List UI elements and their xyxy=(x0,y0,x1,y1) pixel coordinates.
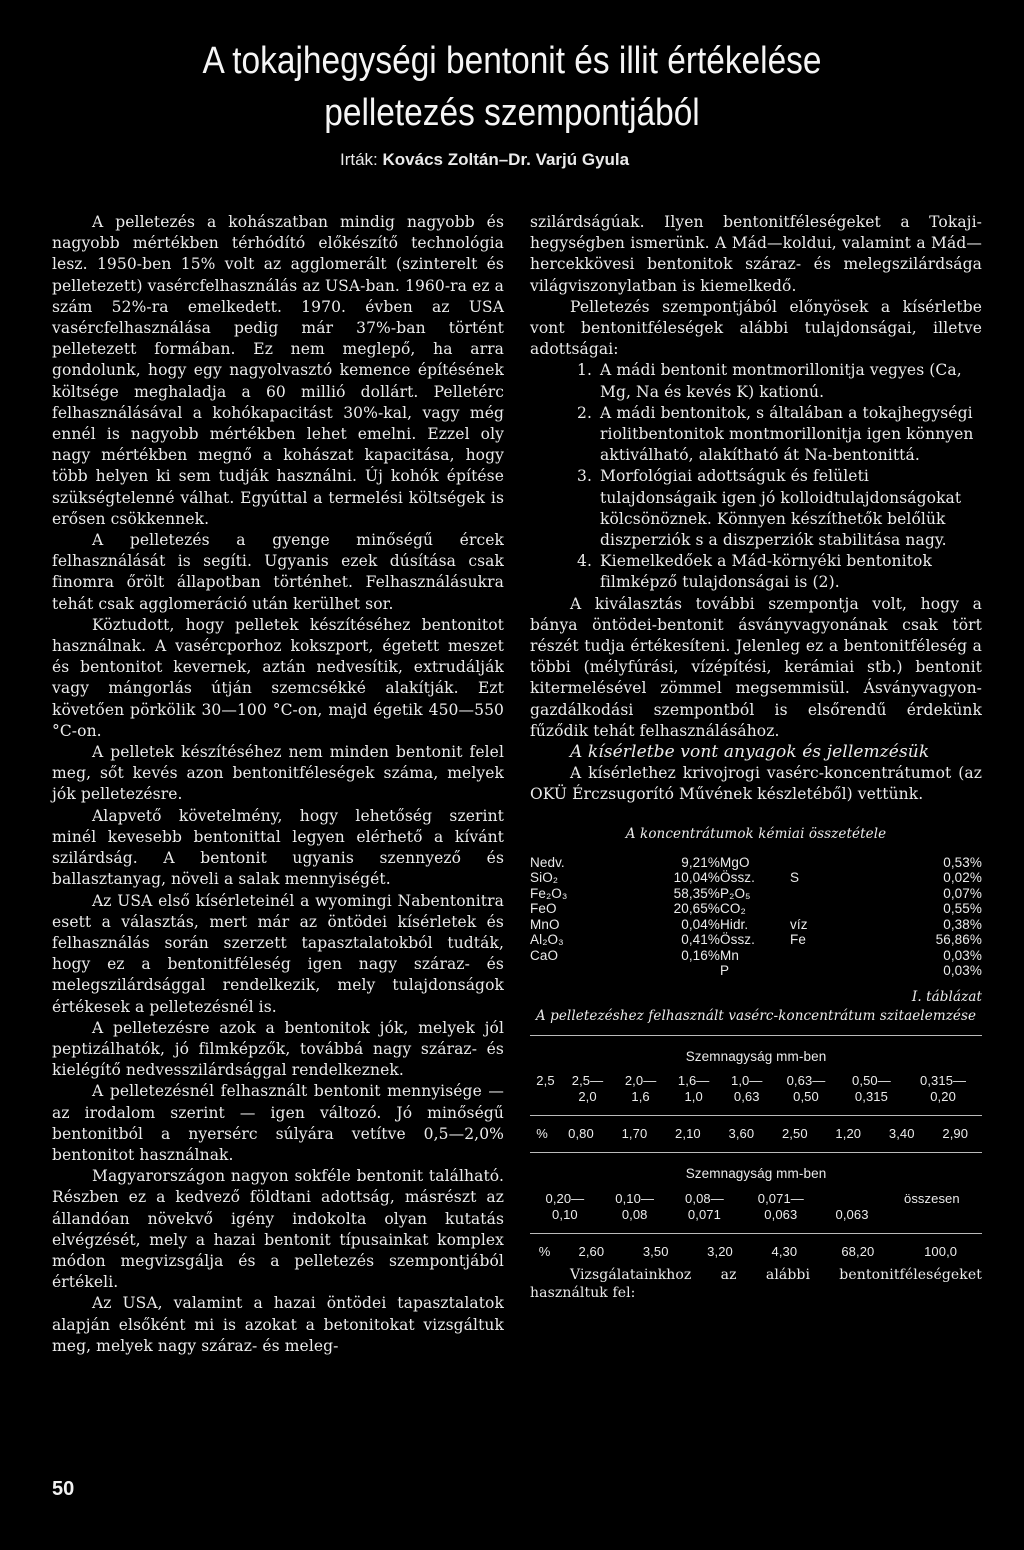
property-list xyxy=(530,360,982,593)
list-number: 1. xyxy=(577,361,592,380)
list-text: Morfológiai adottságuk és felületi tulajdonságaik igen jó kolloidtulajdonságokat kölcsönöznek. Könnyen készíthetők belőlük diszperziók s a diszperziók stabilitása nagy. xyxy=(600,467,962,550)
sieve-cell: 0,315— xyxy=(920,1073,967,1089)
sieve-label-cell: % xyxy=(538,1243,551,1259)
chem-row xyxy=(530,963,982,979)
sieve-cell: 2,0— xyxy=(624,1073,657,1089)
sieve-cell: 0,08 xyxy=(621,1206,648,1222)
chem-cell: 0,38% xyxy=(943,916,982,932)
right-paragraph: A kiválasztás további szempontja volt, hogy a bánya öntödei-bentonit ásványvagyonának csak tört részét tudja értékesíteni. Jelenleg ez a bentonitféleség a többi (mélyfúrási, vízépítési, kerámiai stb.) bentonit kitermelésével zömmel megsemmisül. Ásványvagyon-gazdálkodási szempontból is elsőrendű érdekünk fűződik tehát felhasználásához. xyxy=(530,594,982,740)
chem-cell: 0,04% xyxy=(681,916,720,932)
sieve-cell: 0,08— xyxy=(685,1190,724,1206)
chem-cell: Al₂O₃ xyxy=(530,932,564,948)
sieve-cell xyxy=(530,1089,561,1105)
chem-cell: Hidr. xyxy=(720,916,749,932)
chem-cell: 58,35% xyxy=(673,885,720,901)
sieve-cell: 0,50— xyxy=(852,1073,891,1089)
sieve-cell: 0,63 xyxy=(733,1089,760,1105)
sieve-header-1: Szemnagyság mm-ben xyxy=(685,1049,827,1065)
list-number: 2. xyxy=(577,403,592,422)
sieve-cell: 0,063 xyxy=(835,1206,869,1222)
divider xyxy=(530,1115,982,1116)
divider xyxy=(530,1233,982,1234)
right-intro: szilárdságúak. Ilyen bentonitféleségeket a Tokaji-hegységben ismerünk. A Mád—koldui, valamint a Mád—hercekkövesi bentonitok száraz- és melegszilárdsága világviszonylatban is kiemelkedő. xyxy=(530,213,982,295)
chem-cell: CO₂ xyxy=(720,901,746,917)
chem-cell: 0,03% xyxy=(943,963,982,979)
final-paragraph: Vizsgálatainkhoz az alábbi bentonitféleségeket használtuk fel: xyxy=(530,1266,982,1301)
sieve-cell: 3,20 xyxy=(707,1243,733,1259)
left-paragraph: Alapvető követelmény, hogy lehetőség szerint minél kevesebb bentonittal legyen elérhető a kívánt szilárdság. A bentonit ugyanis szennyező és ballasztanyag, növeli a salak mennyiségét. xyxy=(52,806,504,889)
chem-cell: S xyxy=(790,870,800,886)
chem-cell: FeO xyxy=(530,901,557,917)
sieve-cell: 1,20 xyxy=(835,1126,862,1142)
chem-row xyxy=(530,901,982,917)
sieve-cell: 1,6 xyxy=(631,1089,650,1105)
chem-cell xyxy=(790,963,850,979)
left-paragraph: Magyarországon nagyon sokféle bentonit található. Részben ez a kedvező földtani adottság, másrészt az állandóan növekvő igény indokolta olyan kutatás elvégzését, mely a hazai bentonit típusainkat komplex módon megvizsgálja és a pelletezés szempontjából értékeli. xyxy=(52,1167,504,1292)
chem-cell: 0,07% xyxy=(943,885,982,901)
chem-cell: MgO xyxy=(720,854,750,870)
sieve-cell: 2,5— xyxy=(571,1073,604,1089)
chem-cell: 0,41% xyxy=(681,932,720,948)
sieve-cell: 1,0 xyxy=(684,1089,703,1105)
chem-table-title: A koncentrátumok kémiai összetétele xyxy=(625,825,887,842)
list-item xyxy=(530,403,982,467)
sieve-cell: összesen xyxy=(904,1190,960,1206)
chem-cell: CaO xyxy=(530,947,559,963)
list-text: A mádi bentonitok, s általában a tokajhegységi riolitbentonitok montmorillonitja igen könnyen aktiválható, alakítható át Na-bentonittá. xyxy=(600,403,974,465)
sieve-cell: 3,60 xyxy=(728,1126,755,1142)
sieve-cell xyxy=(822,1191,881,1207)
sieve-cell: 2,5 xyxy=(536,1073,555,1089)
sieve-cell: 3,50 xyxy=(642,1243,669,1259)
chem-cell xyxy=(790,901,850,917)
left-paragraph: A pelletezés a gyenge minőségű ércek felhasználását is segíti. Ugyanis ezek dúsítása csak finomra őrölt állapotban történhet. Felhasználásukra tehát csak agglomeráció után kerülhet sor. xyxy=(52,531,504,613)
sieve-header-2: Szemnagyság mm-ben xyxy=(685,1166,827,1182)
chem-cell: Mn xyxy=(720,947,739,963)
sieve-row xyxy=(530,1126,982,1142)
sieve-cell: 2,50 xyxy=(781,1126,808,1142)
authors-prefix: Irták: xyxy=(340,150,383,169)
list-text: A mádi bentonit montmorillonitja vegyes (Ca, Mg, Na és kevés K) kationú. xyxy=(600,361,962,401)
sieve-cell: 0,10— xyxy=(615,1190,655,1206)
title-line-2: pelletezés szempontjából xyxy=(324,92,700,134)
left-paragraph: A pelletek készítéséhez nem minden bentonit felel meg, sőt kevés azon bentonitféleségek száma, melyek jók pelletezésre. xyxy=(52,743,504,804)
chem-cell: MnO xyxy=(530,916,560,932)
chem-cell: 0,03% xyxy=(943,947,982,963)
list-item xyxy=(530,360,982,402)
chem-cell: 0,55% xyxy=(943,901,982,917)
chem-row xyxy=(530,855,982,871)
sieve-cell: 0,50 xyxy=(793,1089,819,1105)
left-paragraph: A pelletezésre azok a bentonitok jók, melyek jól peptizálhatók, jó filmképzők, továbbá nagy száraz- és kielégítő nedvesszilárdsággal rendelkeznek. xyxy=(52,1018,504,1080)
sieve-table-2 xyxy=(530,1191,982,1223)
left-paragraph: A pelletezésnél felhasznált bentonit mennyisége — az irodalom szerint — igen változó. Jó minőségű bentonitból a nyersérc súlyára vetítve 0,5—2,0% bentonitot használnak. xyxy=(52,1082,504,1164)
chem-cell: víz xyxy=(790,916,808,932)
authors-names: Kovács Zoltán–Dr. Varjú Gyula xyxy=(382,150,630,169)
sieve-cell: 0,10 xyxy=(552,1206,578,1222)
list-item xyxy=(530,551,982,593)
list-text: Kiemelkedőek a Mád-környéki bentonitok filmképző tulajdonságai is (2). xyxy=(600,552,932,592)
chem-cell: Össz. xyxy=(720,870,756,886)
left-column xyxy=(52,212,504,1357)
chem-cell: SiO₂ xyxy=(530,870,559,886)
chem-cell: Fe₂O₃ xyxy=(530,885,568,901)
sieve-cell: 1,0— xyxy=(731,1073,763,1089)
list-item xyxy=(530,466,982,551)
list-number: 4. xyxy=(577,552,592,571)
right-paragraph: Pelletezés szempontjából előnyösek a kísérletbe vont bentonitféleségek alábbi tulajdonságai, illetve adottságai: xyxy=(530,297,982,359)
sieve-cell: 0,071 xyxy=(687,1206,721,1222)
chem-table xyxy=(530,855,982,979)
chem-row xyxy=(530,948,982,964)
chem-cell: 56,86% xyxy=(935,932,982,948)
chem-cell xyxy=(600,963,720,979)
sieve-row xyxy=(530,1073,982,1089)
chem-cell: Össz. xyxy=(720,932,756,948)
left-paragraph: Az USA első kísérleteinél a wyomingi Nabentonitra esett a választás, mert már az öntödei kísérletek és felhasználás során szerzett tapasztalatokból tudták, hogy ez a bentonitféleség igen nagy száraz- és melegszilárdsággal rendelkezik, mely tulajdonságok értékesek a pelletezésnél is. xyxy=(52,891,504,1016)
chem-row xyxy=(530,886,982,902)
title-line-1: A tokajhegységi bentonit és illit értékelése xyxy=(202,40,822,82)
left-paragraph: Köztudott, hogy pelletek készítéséhez bentonitot használnak. A vasércporhoz kokszport, égetett meszet és bentonitot kevernek, aztán nedvesítik, extrudálják vagy mángorlás útján szemcsékké alakítják. Ezt követően pörkölik 30—100 °C-on, majd égetik 450—550 °C-on. xyxy=(52,615,504,740)
right-paragraph: A kísérlethez krivojrogi vasérc-koncentrátumot (az OKÜ Érczsugorító Művének készletéből) vettünk. xyxy=(530,764,982,804)
sieve-table-1 xyxy=(530,1073,982,1105)
chem-cell: 20,65% xyxy=(673,901,720,917)
left-paragraph: A pelletezés a kohászatban mindig nagyobb és nagyobb mértékben térhódító előkészítő technológia lesz. 1950-ben 15% volt az agglomerált (szinterelt és pelletezett) vasércfelhasználás az USA-ban. 1960-ra ez a szám 52%-ra emelkedett. 1970. évben az USA vasércfelhasználása pedig már 37%-ban történt pelletezett formában. Ez nem meglepő, ha arra gondolunk, hogy egy nagyolvasztó kemence építésének költsége meghaladja a 60 millió dollárt. Pelletérc felhasználásával a kohókapacitást 30%-kal, vagy még ennél is nagyobb mértékben lehet emelni. Ezzel oly nagy mértékben megnő a kohászat kapacitása, hogy több helyen ki sem tudják használni. Új kohók építése szükségtelenné válhat. Egyúttal a termelési költségek is erősen csökkennek. xyxy=(52,213,504,528)
sieve-cell: 0,071— xyxy=(757,1190,804,1206)
chem-cell: P xyxy=(720,963,730,979)
sieve-cell: 4,30 xyxy=(771,1243,798,1259)
sieve-cell: 2,90 xyxy=(942,1126,969,1142)
sieve-caption: A pelletezéshez felhasznált vasérc-koncentrátum szitaelemzése xyxy=(535,1008,977,1025)
sieve-pct-table-2 xyxy=(530,1244,982,1260)
chem-row xyxy=(530,932,982,948)
chem-cell xyxy=(790,886,850,902)
sieve-cell: 0,063 xyxy=(764,1206,798,1222)
chem-cell: 10,04% xyxy=(673,870,720,886)
chem-cell: P₂O₅ xyxy=(720,885,751,901)
authors-line xyxy=(340,150,629,170)
sieve-cell xyxy=(882,1207,982,1223)
sieve-cell: 1,6— xyxy=(677,1073,710,1089)
chem-row xyxy=(530,917,982,933)
sieve-pct-table-1 xyxy=(530,1126,982,1142)
chem-cell: 0,02% xyxy=(943,870,982,886)
chem-cell: Nedv. xyxy=(530,854,565,870)
chem-cell xyxy=(790,948,850,964)
sieve-cell: 0,20— xyxy=(545,1190,585,1206)
sieve-cell: 3,40 xyxy=(888,1126,915,1142)
section-heading: A kísérletbe vont anyagok és jellemzésük xyxy=(570,742,930,763)
chem-cell: Fe xyxy=(790,932,806,948)
left-paragraph: Az USA, valamint a hazai öntödei tapasztalatok alapján elsőként mi is azokat a betonitokat vizsgáltuk meg, melyek nagy száraz- és meleg- xyxy=(52,1294,504,1355)
list-number: 3. xyxy=(577,467,592,486)
chem-cell: 9,21% xyxy=(681,854,720,870)
chem-cell: 0,53% xyxy=(943,854,982,870)
sieve-cell: 0,20 xyxy=(930,1089,956,1105)
sieve-row xyxy=(530,1191,982,1207)
sieve-row xyxy=(530,1089,982,1105)
right-column xyxy=(530,212,982,1302)
chem-cell xyxy=(530,963,600,979)
sieve-cell: 68,20 xyxy=(841,1243,875,1259)
sieve-label-cell: % xyxy=(536,1126,548,1142)
sieve-row xyxy=(530,1207,982,1223)
sieve-cell: 0,80 xyxy=(568,1126,594,1142)
chem-row xyxy=(530,870,982,886)
sieve-cell: 0,315 xyxy=(854,1089,888,1105)
table-label: I. táblázat xyxy=(911,988,982,1005)
sieve-cell: 100,0 xyxy=(924,1243,958,1259)
page-number: 50 xyxy=(52,1478,75,1500)
chem-cell xyxy=(790,855,850,871)
sieve-cell: 2,60 xyxy=(578,1243,605,1259)
sieve-cell: 2,0 xyxy=(578,1089,597,1105)
divider xyxy=(530,1035,982,1036)
divider xyxy=(530,1152,982,1153)
sieve-row xyxy=(530,1244,982,1260)
chem-cell: 0,16% xyxy=(681,947,720,963)
sieve-cell: 1,70 xyxy=(621,1126,648,1142)
sieve-cell: 2,10 xyxy=(675,1126,701,1142)
sieve-cell: 0,63— xyxy=(786,1073,826,1089)
